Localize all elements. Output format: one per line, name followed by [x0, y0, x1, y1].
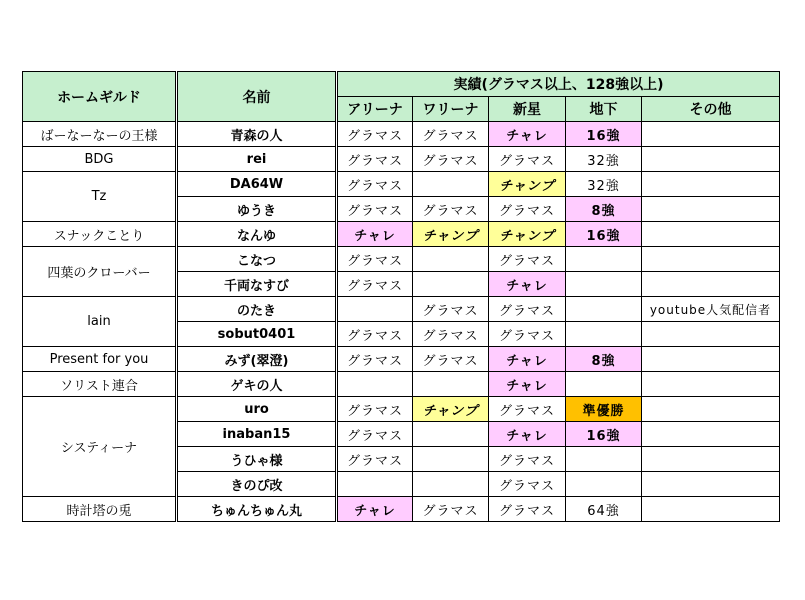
warena-cell: グラマス	[413, 497, 489, 522]
player-name-cell: inaban15	[177, 422, 337, 447]
table-row	[23, 347, 780, 372]
table-row	[23, 222, 780, 247]
guild-cell: 四葉のクローバー	[23, 247, 177, 297]
shinsei-cell: チャレ	[489, 372, 566, 397]
header-guild: ホームギルド	[23, 72, 177, 122]
guild-cell: Present for you	[23, 347, 177, 372]
shinsei-cell: チャレ	[489, 347, 566, 372]
chika-cell	[566, 372, 642, 397]
shinsei-cell: チャンプ	[489, 172, 566, 197]
player-name-cell: こなつ	[177, 247, 337, 272]
guild-cell: ソリスト連合	[23, 372, 177, 397]
arena-cell: チャレ	[337, 497, 413, 522]
other-cell	[642, 422, 780, 447]
player-name-cell: のたき	[177, 297, 337, 322]
other-cell	[642, 197, 780, 222]
chika-cell	[566, 322, 642, 347]
player-name-cell: なんゆ	[177, 222, 337, 247]
chika-cell: 16強	[566, 122, 642, 147]
shinsei-cell: グラマス	[489, 447, 566, 472]
arena-cell	[337, 372, 413, 397]
arena-cell: グラマス	[337, 447, 413, 472]
player-name-cell: ゲキの人	[177, 372, 337, 397]
other-cell	[642, 472, 780, 497]
player-name-cell: DA64W	[177, 172, 337, 197]
shinsei-cell: グラマス	[489, 147, 566, 172]
other-cell	[642, 322, 780, 347]
shinsei-cell: グラマス	[489, 397, 566, 422]
warena-cell	[413, 447, 489, 472]
chika-cell	[566, 472, 642, 497]
other-cell	[642, 397, 780, 422]
chika-cell: 64強	[566, 497, 642, 522]
warena-cell	[413, 472, 489, 497]
other-cell	[642, 247, 780, 272]
shinsei-cell: チャレ	[489, 122, 566, 147]
player-name-cell: 千両なすび	[177, 272, 337, 297]
header-arena: アリーナ	[337, 97, 413, 122]
warena-cell: グラマス	[413, 122, 489, 147]
header-name: 名前	[177, 72, 337, 122]
other-cell	[642, 272, 780, 297]
shinsei-cell: グラマス	[489, 472, 566, 497]
shinsei-cell: グラマス	[489, 197, 566, 222]
other-cell	[642, 347, 780, 372]
guild-cell: ばーなーなーの王様	[23, 122, 177, 147]
shinsei-cell: グラマス	[489, 247, 566, 272]
arena-cell: グラマス	[337, 147, 413, 172]
table-row	[23, 172, 780, 197]
guild-cell: システィーナ	[23, 397, 177, 497]
table-row	[23, 372, 780, 397]
chika-cell: 32強	[566, 172, 642, 197]
other-cell	[642, 222, 780, 247]
header-warena: ワリーナ	[413, 97, 489, 122]
other-cell	[642, 447, 780, 472]
player-name-cell: みず(翠澄)	[177, 347, 337, 372]
shinsei-cell: グラマス	[489, 322, 566, 347]
warena-cell: グラマス	[413, 322, 489, 347]
warena-cell: グラマス	[413, 347, 489, 372]
other-cell	[642, 122, 780, 147]
arena-cell: グラマス	[337, 322, 413, 347]
shinsei-cell: チャレ	[489, 422, 566, 447]
arena-cell: グラマス	[337, 272, 413, 297]
warena-cell	[413, 422, 489, 447]
guild-cell: lain	[23, 297, 177, 347]
arena-cell: グラマス	[337, 347, 413, 372]
guild-cell: BDG	[23, 147, 177, 172]
warena-cell: グラマス	[413, 297, 489, 322]
chika-cell: 16強	[566, 422, 642, 447]
other-cell	[642, 372, 780, 397]
arena-cell	[337, 297, 413, 322]
player-name-cell: uro	[177, 397, 337, 422]
header-results: 実績(グラマス以上、128強以上)	[337, 72, 780, 97]
table-row	[23, 497, 780, 522]
chika-cell	[566, 297, 642, 322]
player-name-cell: sobut0401	[177, 322, 337, 347]
warena-cell: チャンプ	[413, 397, 489, 422]
table-row	[23, 147, 780, 172]
chika-cell	[566, 447, 642, 472]
warena-cell	[413, 272, 489, 297]
arena-cell: グラマス	[337, 247, 413, 272]
warena-cell: グラマス	[413, 197, 489, 222]
other-cell: youtube人気配信者	[642, 297, 780, 322]
chika-cell: 16強	[566, 222, 642, 247]
header-shinsei: 新星	[489, 97, 566, 122]
player-name-cell: ゆうき	[177, 197, 337, 222]
warena-cell	[413, 372, 489, 397]
chika-cell: 準優勝	[566, 397, 642, 422]
warena-cell: チャンプ	[413, 222, 489, 247]
arena-cell	[337, 472, 413, 497]
player-name-cell: うひゃ様	[177, 447, 337, 472]
player-name-cell: ちゅんちゅん丸	[177, 497, 337, 522]
table-row	[23, 397, 780, 422]
arena-cell: グラマス	[337, 397, 413, 422]
shinsei-cell: グラマス	[489, 297, 566, 322]
guild-cell: 時計塔の兎	[23, 497, 177, 522]
chika-cell: 8強	[566, 197, 642, 222]
arena-cell: グラマス	[337, 197, 413, 222]
chika-cell: 8強	[566, 347, 642, 372]
shinsei-cell: グラマス	[489, 497, 566, 522]
header-other: その他	[642, 97, 780, 122]
warena-cell	[413, 172, 489, 197]
table-row	[23, 247, 780, 272]
player-name-cell: 青森の人	[177, 122, 337, 147]
chika-cell	[566, 247, 642, 272]
player-name-cell: きのぴ改	[177, 472, 337, 497]
arena-cell: グラマス	[337, 422, 413, 447]
table-row	[23, 122, 780, 147]
chika-cell: 32強	[566, 147, 642, 172]
results-table	[22, 71, 780, 522]
guild-cell: スナックことり	[23, 222, 177, 247]
arena-cell: グラマス	[337, 172, 413, 197]
player-name-cell: rei	[177, 147, 337, 172]
guild-cell: Tz	[23, 172, 177, 222]
arena-cell: チャレ	[337, 222, 413, 247]
other-cell	[642, 172, 780, 197]
other-cell	[642, 147, 780, 172]
header-chika: 地下	[566, 97, 642, 122]
table-row	[23, 297, 780, 322]
arena-cell: グラマス	[337, 122, 413, 147]
warena-cell	[413, 247, 489, 272]
other-cell	[642, 497, 780, 522]
shinsei-cell: チャレ	[489, 272, 566, 297]
chika-cell	[566, 272, 642, 297]
shinsei-cell: チャンプ	[489, 222, 566, 247]
warena-cell: グラマス	[413, 147, 489, 172]
